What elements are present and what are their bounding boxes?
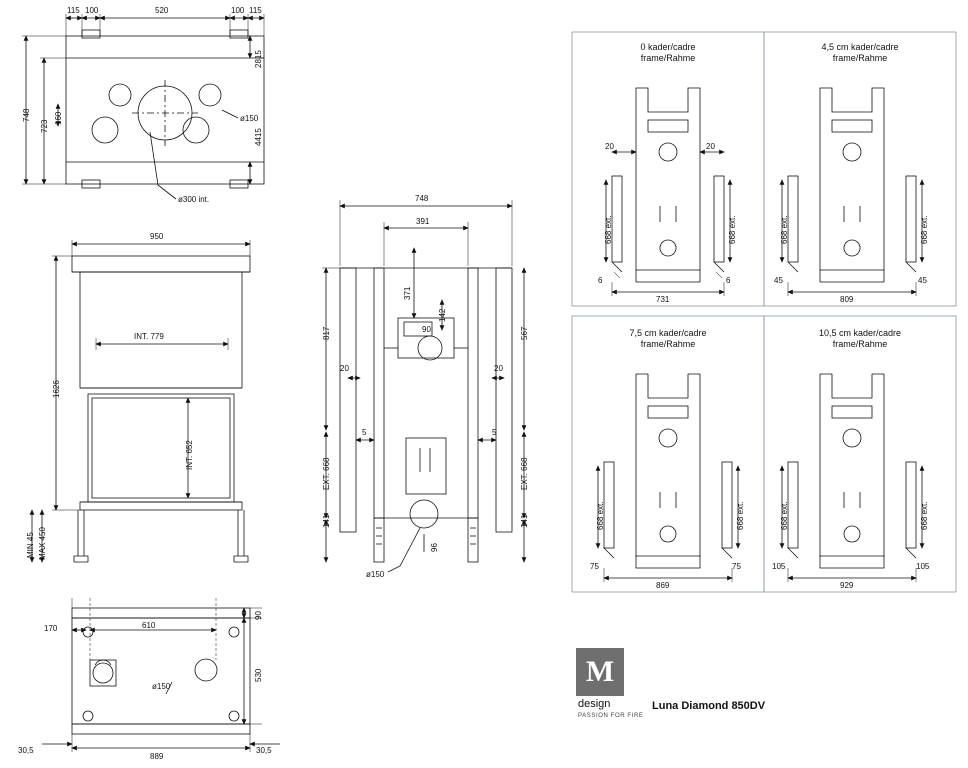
frame-105-left-height: 668 ext. — [780, 501, 789, 530]
frame-105-title-line1: 10,5 cm kader/cadre — [818, 328, 902, 338]
dim-top-160: 160 — [54, 111, 63, 125]
brand-logo-letter: M — [585, 655, 615, 688]
dim-top-723: 723 — [40, 119, 49, 133]
dim-side-142: 142 — [438, 308, 447, 322]
callout-top-d300: ø300 int. — [178, 195, 210, 204]
dim-bottom-170: 170 — [44, 624, 58, 633]
frame-105-right-foot: 105 — [916, 562, 930, 571]
dim-side-90: 90 — [422, 325, 431, 334]
frame-45-width: 809 — [840, 295, 854, 304]
dim-top-4415: 4415 — [254, 128, 263, 146]
dim-front-int779: INT. 779 — [134, 332, 164, 341]
frame-105-right-height: 668 ext. — [920, 501, 929, 530]
dim-top-100-left: 100 — [85, 6, 99, 15]
frame-75-title — [592, 328, 744, 350]
frame-105-title — [784, 328, 936, 350]
dim-side-371: 371 — [403, 286, 412, 300]
frame-75-left-height: 668 ext. — [596, 501, 605, 530]
frame-0-title — [592, 42, 744, 64]
frame-105-title-line2: frame/Rahme — [832, 339, 888, 349]
frame-45-title — [784, 42, 936, 64]
frame-75-width: 869 — [656, 581, 670, 590]
frame-75-right-height: 668 ext. — [736, 501, 745, 530]
dim-front-1626: 1626 — [52, 380, 61, 398]
dim-side-ext668-right: EXT. 668 — [520, 457, 529, 490]
dim-side-748: 748 — [415, 194, 429, 203]
callout-side-d150: ø150 — [366, 570, 385, 579]
brand-logo-tagline: PASSION FOR FIRE — [578, 713, 644, 719]
brand-logo-name: design — [578, 698, 611, 710]
dim-bottom-889: 889 — [150, 752, 164, 761]
dim-front-int652: INT. 652 — [185, 440, 194, 470]
dim-side-5-left: 5 — [362, 428, 367, 437]
dim-bottom-530: 530 — [254, 668, 263, 682]
frame-45-left-foot: 45 — [774, 276, 783, 285]
frame-0-left-offset: 20 — [605, 142, 614, 151]
frame-45-title-line1: 4,5 cm kader/cadre — [821, 42, 899, 52]
callout-top-d150: ø150 — [240, 114, 259, 123]
frame-0-width: 731 — [656, 295, 670, 304]
dim-top-748: 748 — [22, 108, 31, 122]
dim-side-141-left: 141 — [322, 514, 331, 528]
frame-105-width: 929 — [840, 581, 854, 590]
dim-top-115-left: 115 — [67, 6, 80, 15]
dim-side-141-right: 141 — [520, 514, 529, 528]
dim-side-817: 817 — [322, 326, 331, 340]
frame-75-left-foot: 75 — [590, 562, 599, 571]
frame-45-left-height: 668 ext. — [780, 215, 789, 244]
dim-front-min45: MIN 45 — [26, 532, 35, 558]
frame-0-left-height: 668 ext. — [604, 215, 613, 244]
dim-bottom-305-right: 30,5 — [256, 746, 272, 755]
dim-side-ext668-left: EXT. 668 — [322, 457, 331, 490]
frame-0-right-foot: 6 — [726, 276, 731, 285]
dim-side-5-right: 5 — [492, 428, 497, 437]
frame-45-right-foot: 45 — [918, 276, 927, 285]
product-title: Luna Diamond 850DV — [652, 700, 766, 712]
dim-bottom-305-left: 30,5 — [18, 746, 34, 755]
dim-top-2815: 2815 — [254, 50, 263, 68]
frame-0-right-height: 668 ext. — [728, 215, 737, 244]
dim-top-520: 520 — [155, 6, 169, 15]
frame-45-right-height: 668 ext. — [920, 215, 929, 244]
dim-side-391: 391 — [416, 217, 430, 226]
frame-0-title-line2: frame/Rahme — [640, 53, 696, 63]
frame-105-left-foot: 105 — [772, 562, 786, 571]
dim-side-20-left: 20 — [340, 364, 349, 373]
dim-side-96: 96 — [430, 543, 439, 552]
frame-45-title-line2: frame/Rahme — [832, 53, 888, 63]
frame-75-title-line2: frame/Rahme — [640, 339, 696, 349]
dim-top-100-right: 100 — [231, 6, 245, 15]
frame-75-title-line1: 7,5 cm kader/cadre — [629, 328, 707, 338]
callout-bottom-d150: ø150 — [152, 682, 171, 691]
dim-front-max450: MAX 450 — [38, 527, 47, 560]
dim-side-20-right: 20 — [494, 364, 503, 373]
frame-75-right-foot: 75 — [732, 562, 741, 571]
brand-logo-mark — [576, 648, 624, 696]
dim-bottom-610: 610 — [142, 621, 156, 630]
dim-front-950: 950 — [150, 232, 164, 241]
dim-top-115-right: 115 — [249, 6, 262, 15]
dim-bottom-90: 90 — [254, 611, 263, 620]
frame-0-title-line1: 0 kader/cadre — [640, 42, 696, 52]
dim-side-567: 567 — [520, 326, 529, 340]
frame-0-left-foot: 6 — [598, 276, 603, 285]
frame-0-right-offset: 20 — [706, 142, 715, 151]
